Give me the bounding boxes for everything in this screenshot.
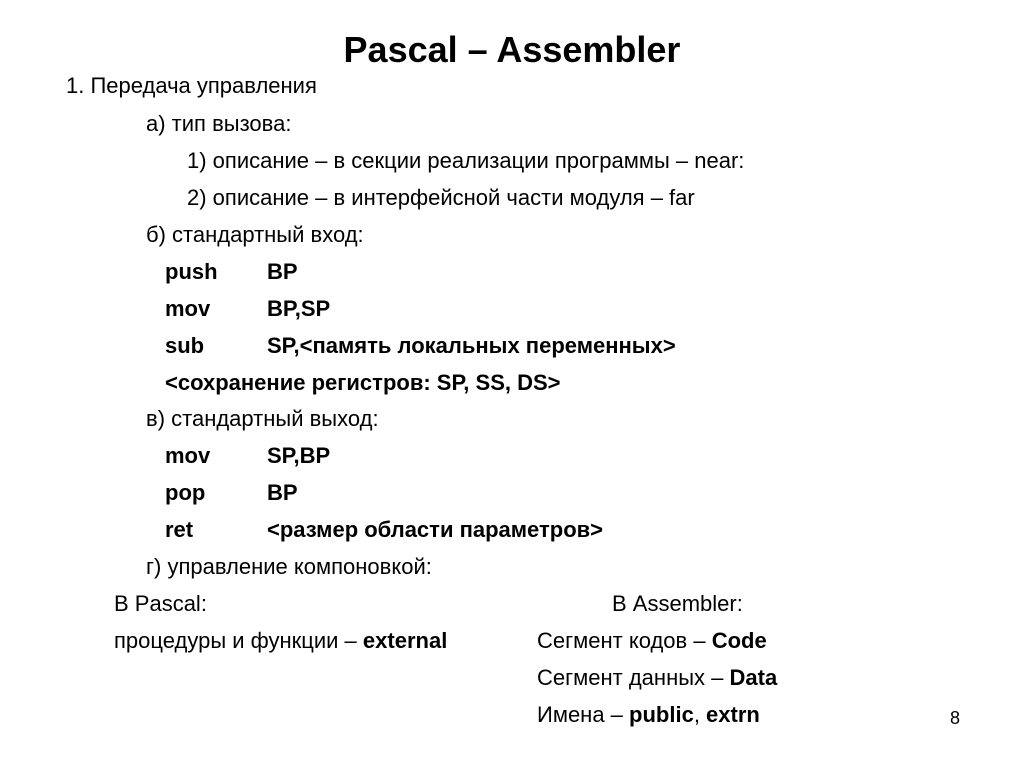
section-heading: 1. Передача управления [66,73,317,98]
call-type-label: а) тип вызова: [146,111,292,136]
code-arg: SP,BP [267,443,331,468]
code-arg: <размер области параметров> [267,517,604,542]
pascal-column-header: В Pascal: [114,591,207,616]
names-line [537,702,760,728]
slide-title: Pascal – Assembler [343,29,681,70]
save-registers-line: <сохранение регистров: SP, SS, DS> [165,370,561,395]
standard-entry-label: б) стандартный вход: [146,222,364,247]
code-op: pop [165,480,206,505]
external-keyword: external [362,628,448,653]
call-type-item-far: 2) описание – в интерфейсной части модуля – far [187,185,695,210]
code-op: push [165,259,218,284]
code-op: mov [165,296,211,321]
data-segment-text: Сегмент данных – [537,665,730,690]
call-type-item-near: 1) описание – в секции реализации программы – near: [187,148,745,173]
code-segment-text: Сегмент кодов – [537,628,712,653]
data-keyword: Data [729,665,778,690]
pascal-external-text: процедуры и функции – [114,628,363,653]
code-arg: BP,SP [267,296,331,321]
assembler-column-header: В Assembler: [612,591,743,616]
code-keyword: Code [711,628,767,653]
standard-exit-label: в) стандартный выход: [146,406,379,431]
pascal-external-line [114,628,447,654]
code-op: sub [165,333,205,358]
code-arg: BP [267,480,298,505]
code-segment-line [537,628,767,654]
page-number: 8 [950,708,961,728]
code-op: mov [165,443,211,468]
linkage-control-label: г) управление компоновкой: [146,554,432,579]
names-text: Имена – [537,702,630,727]
names-separator: , [693,702,707,727]
extrn-keyword: extrn [706,702,760,727]
code-arg: BP [267,259,298,284]
public-keyword: public [629,702,694,727]
data-segment-line [537,665,777,691]
code-arg: SP,<память локальных переменных> [267,333,676,358]
code-op: ret [165,517,194,542]
